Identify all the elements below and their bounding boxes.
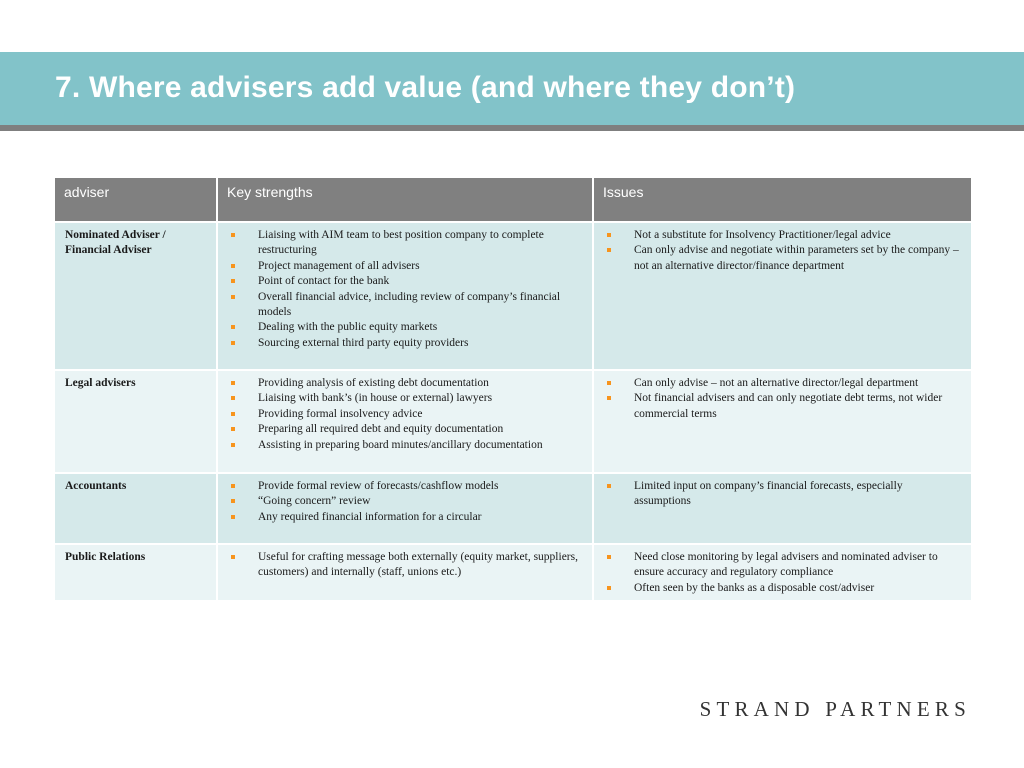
list-item: Dealing with the public equity markets: [258, 320, 582, 335]
list-item: Limited input on company’s financial forecasts, especially assumptions: [634, 479, 961, 510]
table-row: [54, 473, 972, 544]
issues-cell: [593, 222, 972, 370]
issues-list: [604, 479, 961, 510]
issues-cell: [593, 473, 972, 544]
title-divider: [0, 125, 1024, 131]
header-issues: Issues: [593, 177, 972, 222]
issues-cell: [593, 370, 972, 473]
strengths-cell: [217, 222, 593, 370]
strengths-cell: [217, 370, 593, 473]
adviser-name: Accountants: [54, 473, 217, 544]
list-item: Sourcing external third party equity providers: [258, 336, 582, 351]
issues-cell: [593, 544, 972, 601]
list-item: Providing formal insolvency advice: [258, 407, 582, 422]
list-item: Provide formal review of forecasts/cashflow models: [258, 479, 582, 494]
list-item: Can only advise – not an alternative director/legal department: [634, 376, 961, 391]
strengths-cell: [217, 473, 593, 544]
advisers-table: [53, 176, 973, 602]
list-item: Project management of all advisers: [258, 259, 582, 274]
list-item: Providing analysis of existing debt documentation: [258, 376, 582, 391]
list-item: Liaising with AIM team to best position company to complete restructuring: [258, 228, 582, 259]
list-item: Any required financial information for a circular: [258, 510, 582, 525]
header-key-strengths: Key strengths: [217, 177, 593, 222]
adviser-name: Nominated Adviser / Financial Adviser: [54, 222, 217, 370]
issues-list: [604, 376, 961, 422]
list-item: Not a substitute for Insolvency Practitioner/legal advice: [634, 228, 961, 243]
list-item: Can only advise and negotiate within parameters set by the company – not an alternative director/finance department: [634, 243, 961, 274]
list-item: Preparing all required debt and equity documentation: [258, 422, 582, 437]
slide-title: 7. Where advisers add value (and where they don’t): [55, 71, 796, 104]
list-item: Not financial advisers and can only negotiate debt terms, not wider commercial terms: [634, 391, 961, 422]
list-item: Overall financial advice, including review of company’s financial models: [258, 290, 582, 321]
header-adviser: adviser: [54, 177, 217, 222]
table-row: [54, 370, 972, 473]
table-row: [54, 222, 972, 370]
list-item: Useful for crafting message both externally (equity market, suppliers, customers) and internally (staff, unions etc.): [258, 550, 582, 581]
strengths-list: [228, 550, 582, 581]
list-item: Need close monitoring by legal advisers and nominated adviser to ensure accuracy and regulatory compliance: [634, 550, 961, 581]
table-header-row: [54, 177, 972, 222]
adviser-name: Legal advisers: [54, 370, 217, 473]
list-item: Point of contact for the bank: [258, 274, 582, 289]
table-row: [54, 544, 972, 601]
strengths-cell: [217, 544, 593, 601]
issues-list: [604, 228, 961, 274]
list-item: “Going concern” review: [258, 494, 582, 509]
strengths-list: [228, 376, 582, 453]
list-item: Assisting in preparing board minutes/ancillary documentation: [258, 438, 582, 453]
list-item: Liaising with bank’s (in house or external) lawyers: [258, 391, 582, 406]
adviser-name: Public Relations: [54, 544, 217, 601]
strand-partners-logo: STRAND PARTNERS: [699, 697, 971, 721]
list-item: Often seen by the banks as a disposable cost/adviser: [634, 581, 961, 596]
strengths-list: [228, 479, 582, 525]
issues-list: [604, 550, 961, 596]
strengths-list: [228, 228, 582, 351]
